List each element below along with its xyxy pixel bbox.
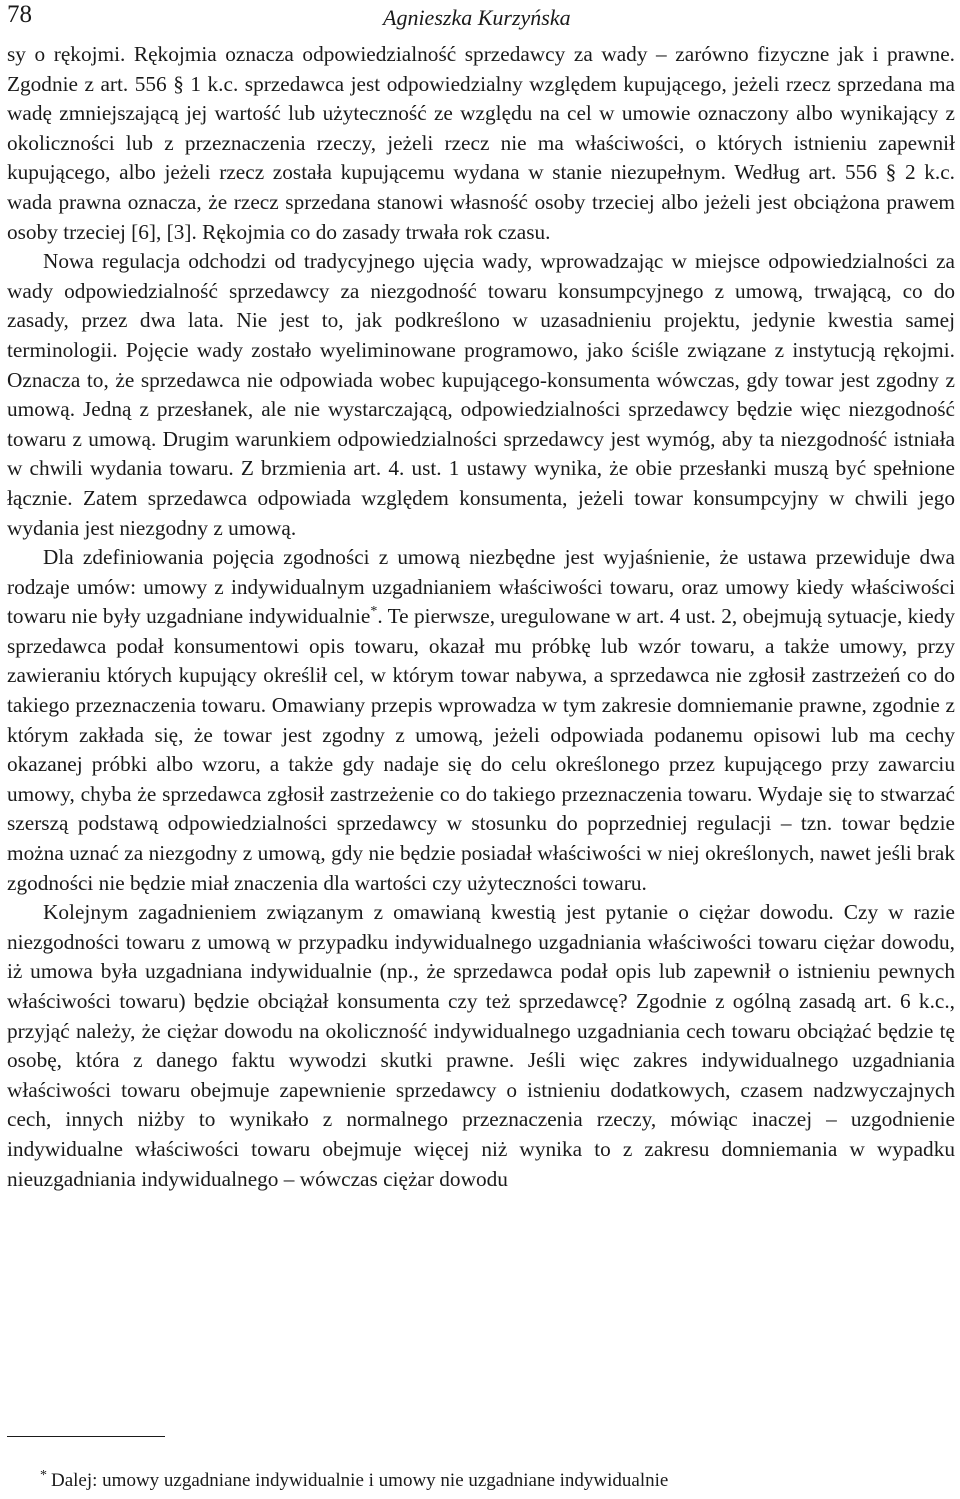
footnote-mark: * xyxy=(40,1467,47,1483)
paragraph-continued: sy o rękojmi. Rękojmia oznacza odpowiedzialność sprzedawcy za wady – zarówno fizyczne jak i prawne. Zgodnie z art. 556 § 1 k.c. sprzedawca jest odpowiedzialny względem kupującego, jeżeli rzecz sprzedana ma wadę zmniejszającą jej wartość lub użyteczność ze względu na cel w umowie oznaczony albo wynikający z okoliczności lub z przeznaczenia rzeczy, jeżeli rzecz nie ma właściwości, o których istnieniu zapewnił kupującego, albo jeżeli rzecz została kupującemu wydana w stanie niezupełnym. Według art. 556 § 2 k.c. wada prawna oznacza, że rzecz sprzedana stanowi własność osoby trzeciej albo jeżeli jest obciążona prawem osoby trzeciej [6], [3]. Rękojmia co do zasady trwała rok czasu. xyxy=(7,42,955,244)
paragraph-text: Dla zdefiniowania pojęcia zgodności z umową niezbędne jest wyjaśnienie, że ustawa przewiduje dwa rodzaje umów: umowy z indywidualnym uzgadnianiem właściwości towaru, oraz umowy kiedy właściwości towaru nie były uzgadniane indywidualnie xyxy=(7,545,955,629)
footnote-divider xyxy=(7,1436,165,1437)
footnote-reference: * xyxy=(370,604,378,620)
paragraph-with-footnote-ref xyxy=(7,543,955,898)
paragraph: Nowa regulacja odchodzi od tradycyjnego ujęcia wady, wprowadzając w miejsce odpowiedzialności za wady odpowiedzialność sprzedawcy za niezgodność towaru konsumpcyjnego z umową, trwającą, co do zasady, przez dwa lata. Nie jest to, jak podkreślono w uzasadnieniu projektu, jedynie kwestia samej terminologii. Pojęcie wady zostało wyeliminowane programowo, jako ściśle związane z instytucją rękojmi. Oznacza to, że sprzedawca nie odpowiada wobec kupującego-konsumenta wówczas, gdy towar jest zgodny z umową. Jedną z przesłanek, ale nie wystarczającą, odpowiedzialności sprzedawcy będzie więc niezgodność towaru z umową. Drugim warunkiem odpowiedzialności sprzedawcy jest wymóg, aby ta niezgodność istniała w chwili wydania towaru. Z brzmienia art. 4. ust. 1 ustawy wynika, że obie przesłanki muszą być spełnione łącznie. Zatem sprzedawca odpowiada względem konsumenta, jeżeli towar konsumpcyjny w chwili jego wydania jest niezgodny z umową. xyxy=(7,249,955,540)
page-header xyxy=(7,0,953,36)
body-text xyxy=(7,40,955,1194)
running-head-author: Agnieszka Kurzyńska xyxy=(383,5,571,30)
footnote xyxy=(40,1469,940,1493)
paragraph: Kolejnym zagadnieniem związanym z omawianą kwestią jest pytanie o ciężar dowodu. Czy w razie niezgodności towaru z umową w przypadku indywidualnego uzgadniania właściwości towaru ciężar dowodu, iż umowa była uzgadniana indywidualnie (np., że sprzedawca podał opis lub zapewnił o istnieniu pewnych właściwości towaru) będzie obciążał konsumenta czy też sprzedawcę? Zgodnie z ogólną zasadą art. 6 k.c., przyjąć należy, że ciężar dowodu na okoliczność indywidualnego uzgadniania cech towaru obciążać będzie tę osobę, która z danego faktu wywodzi skutki prawne. Jeśli więc zakres indywidualnego uzgadniania właściwości towaru obejmuje zapewnienie sprzedawcy o istnieniu dodatkowych, czasem nadzwyczajnych cech, innych niżby to wynikało z normalnego przeznaczenia rzeczy, mówiąc inaczej – uzgodnienie indywidualne właściwości towaru obejmuje więcej niż wynika to z zakresu domniemania w wypadku nieuzgadniania indywidualnego – wówczas ciężar dowodu xyxy=(7,900,955,1191)
page-number: 78 xyxy=(7,1,32,28)
footnote-text: Dalej: umowy uzgadniane indywidualnie i umowy nie uzgadniane indywidualnie xyxy=(51,1470,669,1491)
paragraph-text: . Te pierwsze, uregulowane w art. 4 ust. 2, obejmują sytuacje, kiedy sprzedawca podał konsumentowi opis towaru, okazał mu próbkę lub wzór towaru, a także umowy, przy zawieraniu których kupujący określił cel, w którym towar nabywa, a sprzedawca nie zgłosił zastrzeżeń co do takiego przeznaczenia towaru. Omawiany przepis wprowadza w tym zakresie domniemanie prawne, zgodnie z którym zakłada się, że towar jest zgodny z umową, jeżeli odpowiada podanemu opisowi lub ma cechy okazanej próbki albo wzoru, a także gdy nadaje się do celu określonego przez kupującego przy zawarciu umowy, chyba że sprzedawca zgłosił zastrzeżenie co do takiego przeznaczenia towaru. Wydaje się to stwarzać szerszą podstawą odpowiedzialności sprzedawcy w stosunku do poprzedniej regulacji – tzn. towar będzie można uznać za niezgodny z umową, gdy nie będzie posiadał właściwości w niej określonych, nawet jeśli brak zgodności nie będzie miał znaczenia dla wartości czy użyteczności towaru. xyxy=(7,604,955,895)
